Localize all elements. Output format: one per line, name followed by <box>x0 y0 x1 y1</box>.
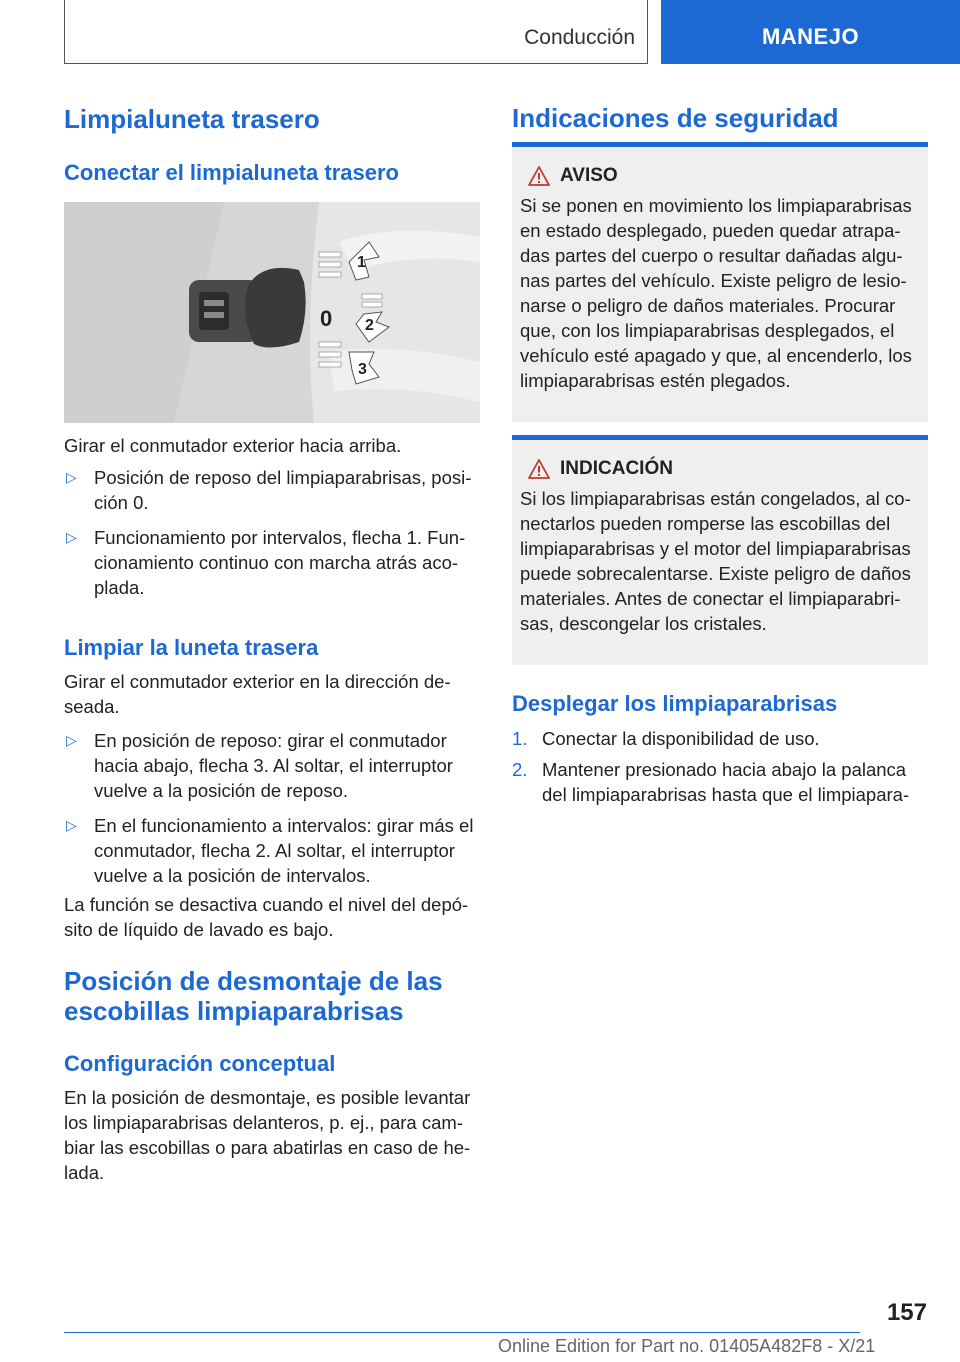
warning-box <box>512 142 928 422</box>
chapter-tab: MANEJO <box>661 0 960 64</box>
warning-triangle-icon <box>528 166 550 186</box>
figure-label-1: 1 <box>357 254 366 271</box>
subheading-deploy-wipers: Desplegar los limpiaparabrisas <box>512 691 838 716</box>
notice-box <box>512 435 928 665</box>
list-item-text: En posición de reposo: girar el conmutador hacia abajo, flecha 3. Al soltar, el interruptor vuelve a la posición de reposo. <box>94 730 453 801</box>
section-title: Conducción <box>524 26 635 49</box>
triangle-bullet-icon: ▷ <box>66 817 77 833</box>
notice-box-label: INDICACIÓN <box>560 458 673 479</box>
triangle-bullet-icon: ▷ <box>66 529 77 545</box>
warning-box-title <box>528 165 920 187</box>
list-item <box>64 813 480 888</box>
list-item <box>64 465 480 515</box>
footer-divider <box>64 1332 860 1333</box>
list-item <box>512 757 928 807</box>
triangle-bullet-icon: ▷ <box>66 732 77 748</box>
bullet-list-2 <box>64 728 480 888</box>
heading-safety: Indicaciones de seguridad <box>512 103 839 133</box>
warning-box-text: Si se ponen en movimiento los limpiaparabrisas en estado desplegado, pueden quedar atrapa-das partes del cuerpo o resultar dañadas algu-nas partes del vehículo. Existe peligro de lesio-narse o peligro de daños materiales. Procurar que, con los limpiaparabrisas desplegados, el vehículo esté apagado y que, al encenderlo, los limpiaparabrisas estén plegados. <box>520 195 912 391</box>
subheading-rear-wiper-on: Conectar el limpialuneta trasero <box>64 160 399 185</box>
paragraph-removal-position: En la posición de desmontaje, es posible levantar los limpiaparabrisas delanteros, p. ej., para cam-biar las escobillas o para abatirlas en caso de he-lada. <box>64 1087 471 1183</box>
figure-label-0: 0 <box>320 306 333 331</box>
notice-box-text: Si los limpiaparabrisas están congelados, al co-nectarlos pueden romperse las escobillas del limpiaparabrisas y el motor del limpiaparabrisas puede sobrecalentarse. Existe peligro de daños materiales. Antes de conectar el limpiaparabri-sas, descongelar los cristales. <box>520 488 911 634</box>
paragraph-rotate-up: Girar el conmutador exterior hacia arriba. <box>64 435 402 456</box>
paragraph-function-deactivates: La función se desactiva cuando el nivel del depó-sito de líquido de lavado es bajo. <box>64 894 469 940</box>
list-item <box>64 728 480 803</box>
list-item-text: Posición de reposo del limpiaparabrisas, posi-ción 0. <box>94 467 472 513</box>
step-text: Conectar la disponibilidad de uso. <box>542 728 820 749</box>
step-number: 2. <box>512 759 528 780</box>
list-item-text: Funcionamiento por intervalos, flecha 1. Fun-cionamiento continuo con marcha atrás aco-plada. <box>94 527 466 598</box>
subheading-concept: Configuración conceptual <box>64 1051 336 1076</box>
list-item <box>64 525 480 600</box>
wiper-switch-illustration <box>64 202 480 423</box>
warning-triangle-icon <box>528 459 550 479</box>
bullet-list-1 <box>64 465 480 600</box>
step-text: Mantener presionado hacia abajo la palanca del limpiaparabrisas hasta que el limpiapara- <box>542 759 910 805</box>
figure-label-3: 3 <box>358 361 367 378</box>
notice-box-title <box>528 458 920 480</box>
page-title: Limpialuneta trasero <box>64 104 320 134</box>
warning-box-label: AVISO <box>560 165 618 186</box>
subheading-clean-rear-window: Limpiar la luneta trasera <box>64 635 319 660</box>
steps-list <box>512 726 928 807</box>
switch-figure <box>64 202 480 423</box>
heading-removal-position: Posición de desmontaje de las escobillas limpiaparabrisas <box>64 966 443 1026</box>
page-number: 157 <box>886 1299 927 1326</box>
list-item-text: En el funcionamiento a intervalos: girar más el conmutador, flecha 2. Al soltar, el interruptor vuelve a la posición de intervalos. <box>94 815 474 886</box>
footer-edition: Online Edition for Part no. 01405A482F8 - X/21 <box>498 1336 876 1356</box>
figure-label-2: 2 <box>365 317 374 334</box>
list-item <box>512 726 928 751</box>
header-section-box <box>64 0 648 64</box>
paragraph-rotate-direction: Girar el conmutador exterior en la dirección de-seada. <box>64 671 451 717</box>
triangle-bullet-icon: ▷ <box>66 469 77 485</box>
step-number: 1. <box>512 728 528 749</box>
